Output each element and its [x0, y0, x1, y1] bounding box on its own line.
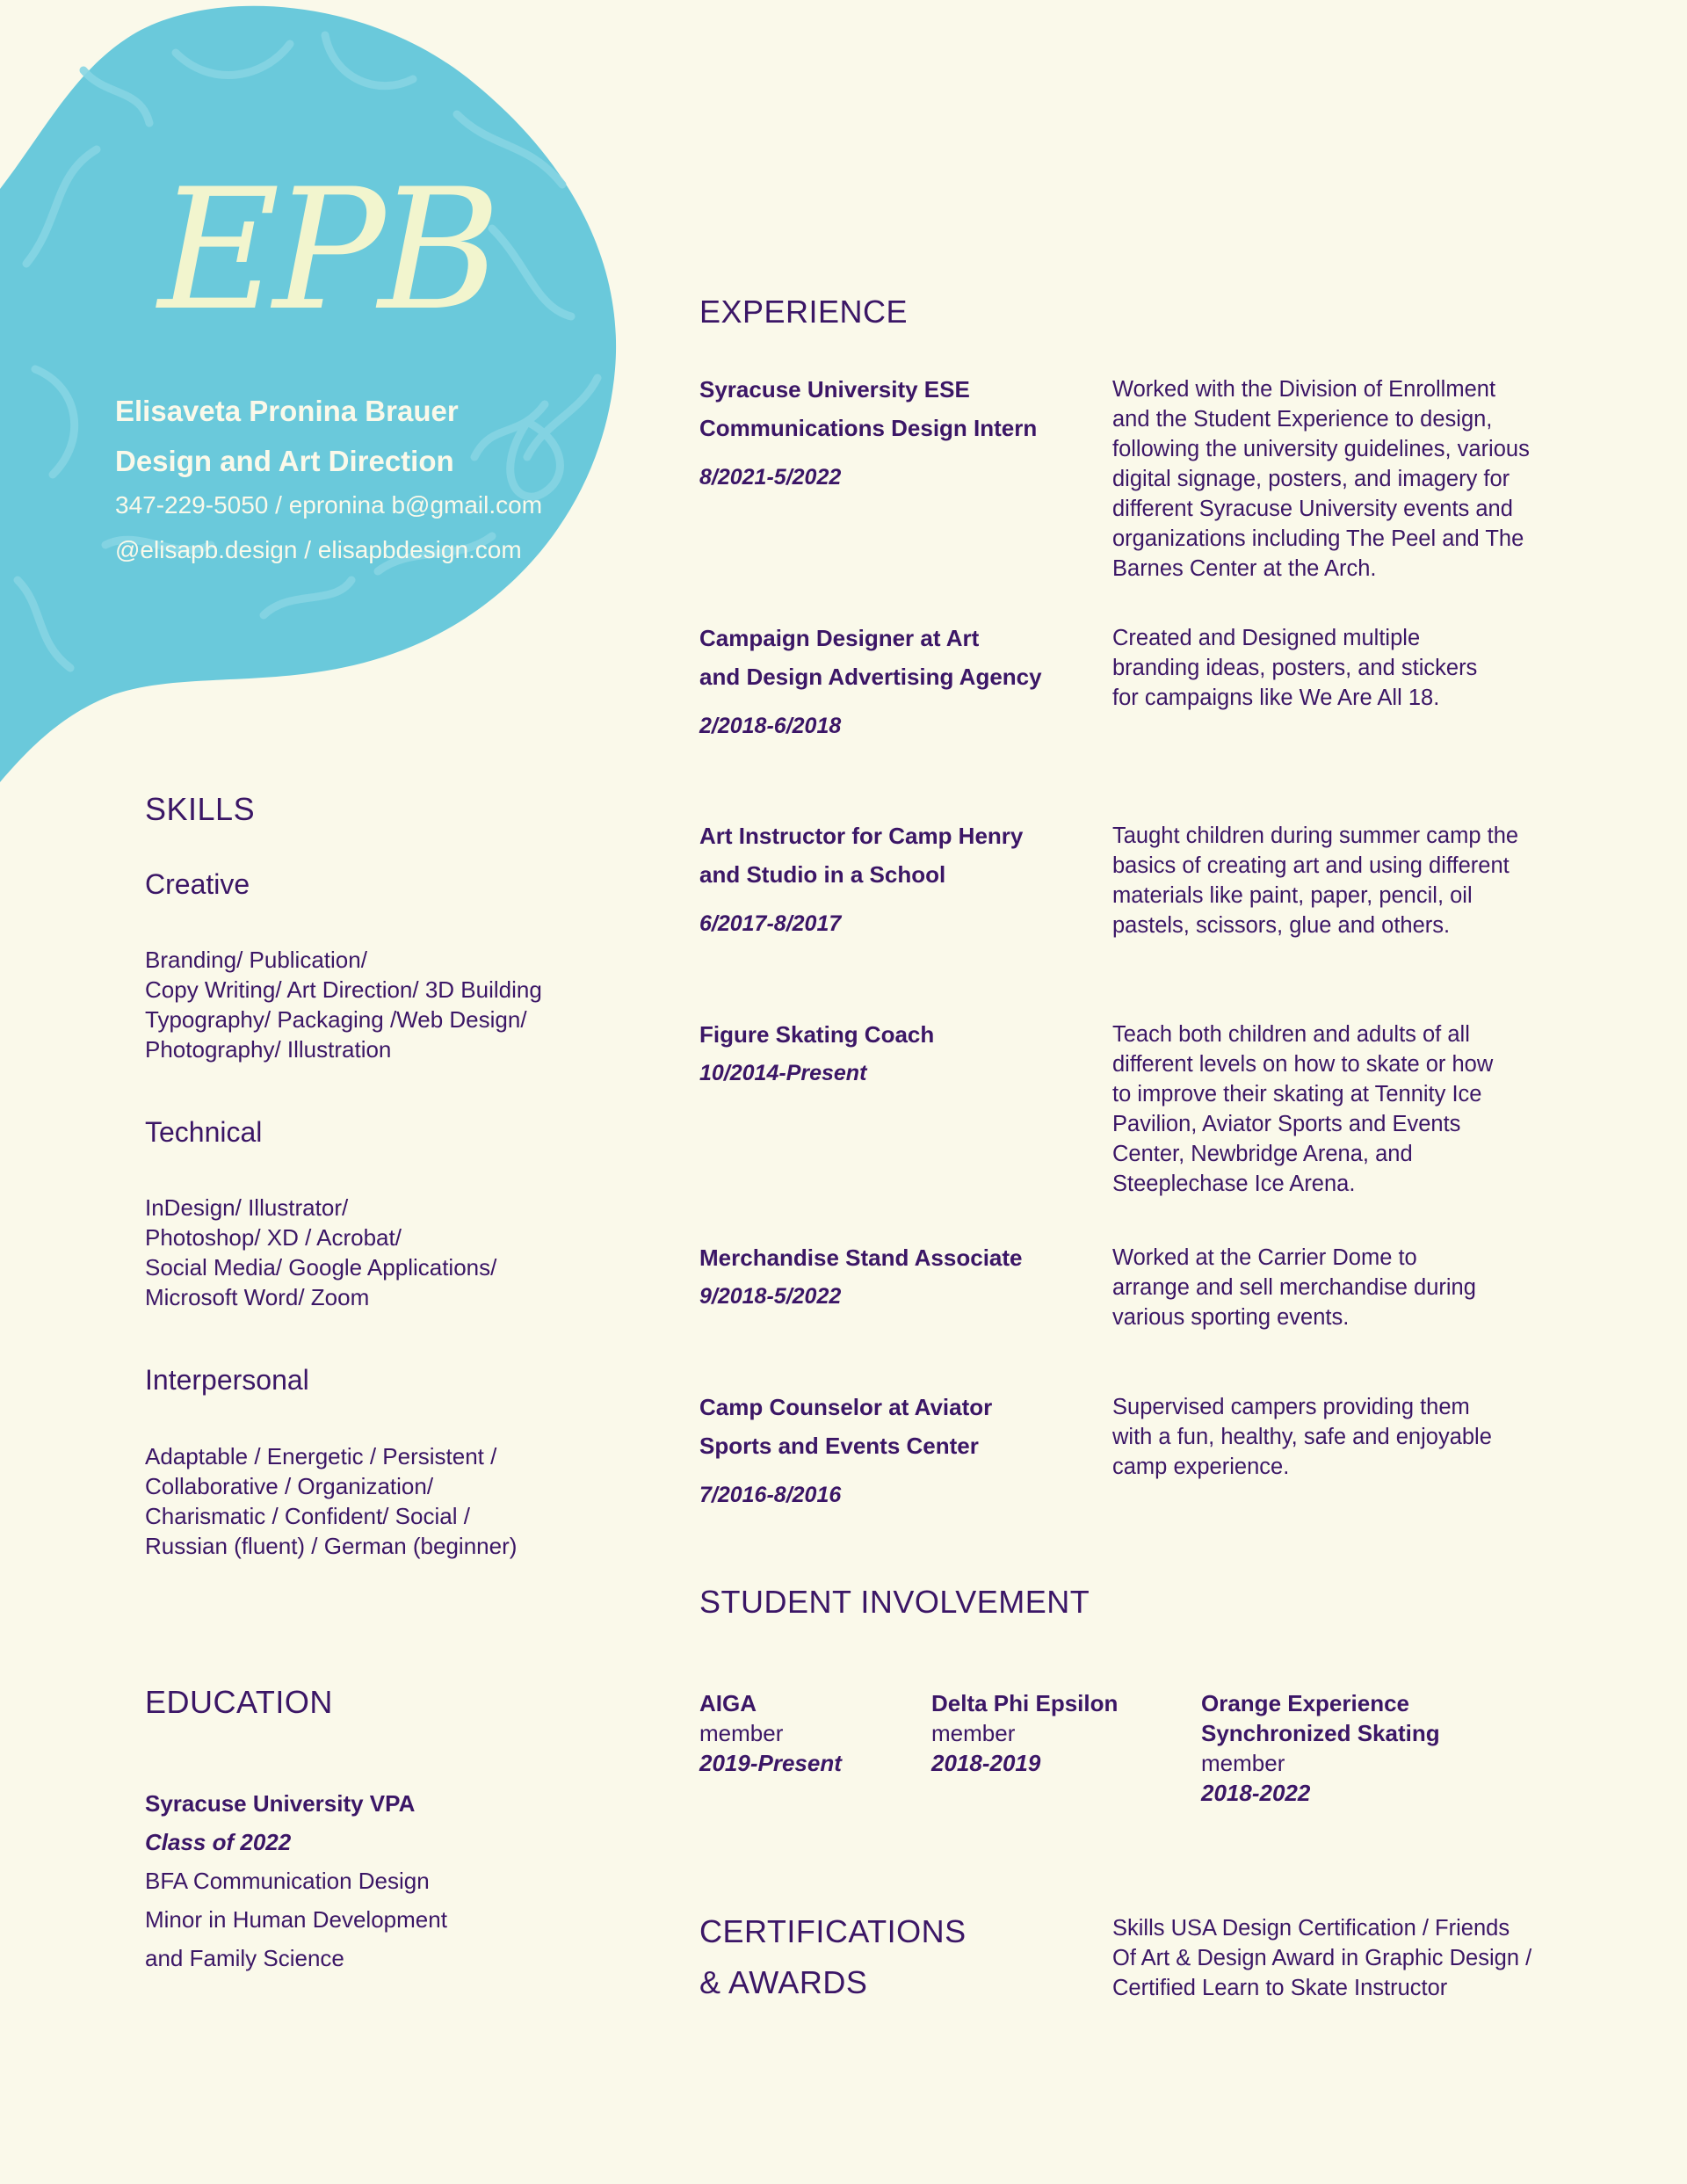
job-description [1112, 1243, 1476, 1332]
certifications-line: Of Art & Design Award in Graphic Design / [1112, 1946, 1532, 1970]
experience-item [699, 619, 1086, 739]
job-description-line: Created and Designed multiple [1112, 626, 1421, 650]
job-description-line: Steeplechase Ice Arena. [1112, 1172, 1356, 1196]
skills-interpersonal-label: Interpersonal [145, 1364, 309, 1396]
job-description-line: and the Student Experience to design, [1112, 407, 1493, 432]
skills-technical-line: InDesign/ Illustrator/ [145, 1194, 349, 1221]
job-description-line: different Syracuse University events and [1112, 497, 1513, 521]
job-title: Art Instructor for Camp Henry [699, 823, 1024, 849]
skills-technical-line: Social Media/ Google Applications/ [145, 1254, 497, 1281]
certifications-line: Skills USA Design Certification / Friends [1112, 1916, 1510, 1941]
job-date: 10/2014-Present [699, 1061, 867, 1085]
job-description [1112, 821, 1518, 940]
job-description-line: Taught children during summer camp the [1112, 824, 1519, 848]
job-description-line: branding ideas, posters, and stickers [1112, 656, 1478, 680]
job-title: Figure Skating Coach [699, 1021, 935, 1048]
job-description-line: Center, Newbridge Arena, and [1112, 1142, 1413, 1166]
job-title: Sports and Events Center [699, 1433, 979, 1459]
certifications-line: Certified Learn to Skate Instructor [1112, 1976, 1448, 2000]
job-description-line: Supervised campers providing them [1112, 1395, 1470, 1419]
education-details [145, 1784, 447, 1977]
job-description-line: Pavilion, Aviator Sports and Events [1112, 1112, 1461, 1136]
header-contact-phone-email: 347-229-5050 / epronina b@gmail.com [115, 491, 543, 519]
skills-heading: SKILLS [145, 791, 256, 827]
job-title: Merchandise Stand Associate [699, 1244, 1023, 1271]
job-description-line: Worked with the Division of Enrollment [1112, 377, 1496, 402]
experience-item [699, 1015, 1086, 1086]
job-title: and Studio in a School [699, 861, 946, 888]
certifications-heading [699, 1906, 967, 2008]
experience-heading: EXPERIENCE [699, 294, 909, 330]
job-description-line: different levels on how to skate or how [1112, 1052, 1494, 1077]
certifications-heading-line: & AWARDS [699, 1964, 868, 2000]
involvement-org-name: Synchronized Skating [1201, 1720, 1440, 1746]
job-date: 7/2016-8/2016 [699, 1483, 842, 1507]
involvement-date: 2019-Present [699, 1750, 842, 1776]
skills-creative-list [145, 945, 542, 1064]
job-title: and Design Advertising Agency [699, 664, 1042, 690]
skills-interpersonal-line: Russian (fluent) / German (beginner) [145, 1533, 518, 1559]
involvement-role: member [931, 1720, 1016, 1746]
job-description-line: camp experience. [1112, 1455, 1290, 1479]
experience-item [699, 816, 1086, 937]
involvement-org-name: AIGA [699, 1690, 757, 1716]
education-minor: and Family Science [145, 1945, 344, 1971]
certifications-list [1112, 1913, 1531, 2003]
job-description-line: to improve their skating at Tennity Ice [1112, 1082, 1482, 1107]
skills-creative-line: Photography/ Illustration [145, 1036, 392, 1063]
job-description-line: digital signage, posters, and imagery for [1112, 467, 1510, 491]
header-contact-social-web: @elisapb.design / elisapbdesign.com [115, 536, 522, 563]
job-title: Communications Design Intern [699, 415, 1038, 441]
job-description-line: arrange and sell merchandise during [1112, 1275, 1476, 1300]
skills-interpersonal-line: Collaborative / Organization/ [145, 1473, 434, 1499]
education-heading: EDUCATION [145, 1684, 333, 1720]
skills-creative-label: Creative [145, 868, 250, 900]
skills-creative-line: Copy Writing/ Art Direction/ 3D Building [145, 976, 542, 1003]
job-title: Camp Counselor at Aviator [699, 1394, 993, 1420]
job-description-line: with a fun, healthy, safe and enjoyable [1112, 1425, 1492, 1449]
job-description-line: Teach both children and adults of all [1112, 1022, 1470, 1047]
job-description [1112, 623, 1477, 713]
job-description [1112, 1019, 1493, 1199]
experience-item [699, 1388, 1086, 1508]
job-description [1112, 374, 1530, 584]
job-title: Syracuse University ESE [699, 376, 970, 403]
education-school: Syracuse University VPA [145, 1790, 416, 1817]
skills-interpersonal-line: Adaptable / Energetic / Persistent / [145, 1443, 497, 1469]
monogram-logo: EPB [158, 153, 495, 347]
job-date: 2/2018-6/2018 [699, 714, 842, 738]
involvement-org-name: Delta Phi Epsilon [931, 1690, 1119, 1716]
skills-technical-list [145, 1193, 496, 1312]
involvement-date: 2018-2019 [931, 1750, 1041, 1776]
header-title: Design and Art Direction [115, 445, 454, 477]
job-description-line: for campaigns like We Are All 18. [1112, 686, 1440, 710]
job-date: 8/2021-5/2022 [699, 465, 842, 490]
involvement-role: member [1201, 1750, 1285, 1776]
job-date: 9/2018-5/2022 [699, 1284, 842, 1309]
job-description-line: pastels, scissors, glue and others. [1112, 913, 1451, 938]
skills-technical-label: Technical [145, 1116, 263, 1148]
experience-item [699, 1238, 1086, 1310]
job-description-line: materials like paint, paper, pencil, oil [1112, 883, 1473, 908]
job-description-line: Barnes Center at the Arch. [1112, 556, 1377, 581]
job-title: Campaign Designer at Art [699, 625, 980, 651]
job-description-line: following the university guidelines, various [1112, 437, 1530, 461]
education-minor: Minor in Human Development [145, 1906, 447, 1933]
skills-creative-line: Branding/ Publication/ [145, 947, 367, 973]
skills-interpersonal-line: Charismatic / Confident/ Social / [145, 1503, 470, 1529]
skills-creative-line: Typography/ Packaging /Web Design/ [145, 1006, 527, 1033]
involvement-role: member [699, 1720, 784, 1746]
experience-item [699, 370, 1086, 490]
involvement-item [931, 1688, 1118, 1778]
skills-technical-line: Photoshop/ XD / Acrobat/ [145, 1224, 402, 1251]
involvement-item [699, 1688, 842, 1778]
involvement-date: 2018-2022 [1201, 1780, 1311, 1806]
job-description-line: organizations including The Peel and The [1112, 526, 1524, 551]
education-degree: BFA Communication Design [145, 1868, 430, 1894]
job-description-line: various sporting events. [1112, 1305, 1350, 1330]
job-description-line: Worked at the Carrier Dome to [1112, 1245, 1417, 1270]
job-description [1112, 1392, 1492, 1482]
job-date: 6/2017-8/2017 [699, 911, 842, 936]
header-name: Elisaveta Pronina Brauer [115, 395, 459, 427]
involvement-heading: STUDENT INVOLVEMENT [699, 1584, 1090, 1620]
job-description-line: basics of creating art and using different [1112, 853, 1510, 878]
skills-technical-line: Microsoft Word/ Zoom [145, 1284, 370, 1310]
involvement-item [1201, 1688, 1440, 1808]
skills-interpersonal-list [145, 1441, 517, 1561]
certifications-heading-line: CERTIFICATIONS [699, 1913, 967, 1949]
education-class: Class of 2022 [145, 1829, 292, 1855]
involvement-org-name: Orange Experience [1201, 1690, 1409, 1716]
